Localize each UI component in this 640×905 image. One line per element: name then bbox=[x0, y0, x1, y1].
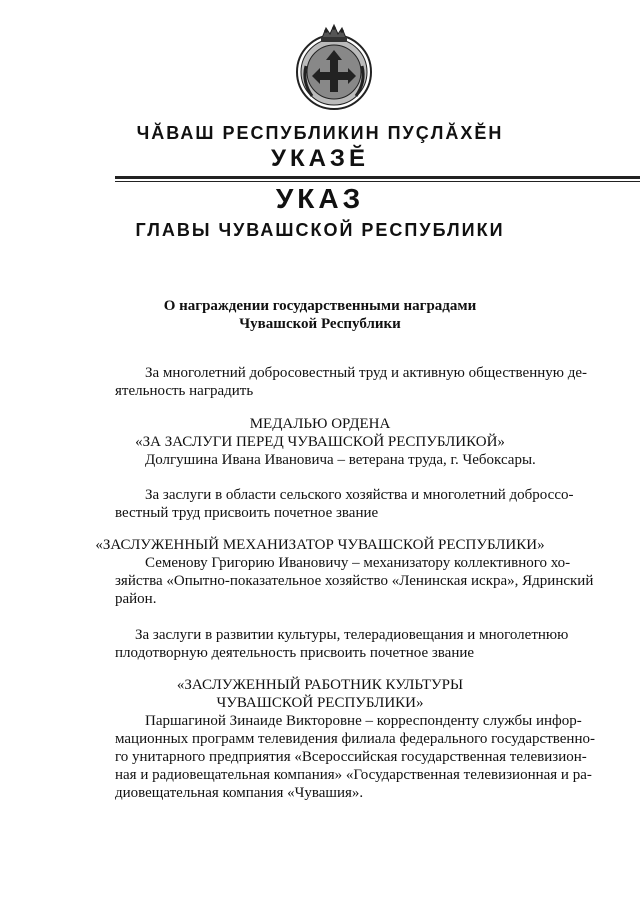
award3-title-2: ЧУВАШСКОЙ РЕСПУБЛИКИ» bbox=[216, 695, 424, 711]
award3-title-1: «ЗАСЛУЖЕННЫЙ РАБОТНИК КУЛЬТУРЫ bbox=[176, 677, 464, 693]
chuvash-ukaz-word: УКАЗĔ bbox=[271, 145, 369, 172]
award2-title: «ЗАСЛУЖЕННЫЙ МЕХАНИЗАТОР ЧУВАШСКОЙ РЕСПУБЛИКИ» bbox=[95, 537, 545, 553]
intro2-line-2: вестный труд присвоить почетное звание bbox=[115, 505, 379, 521]
chuvash-title: ЧĂВАШ РЕСПУБЛИКИН ПУÇЛĂХĔН bbox=[136, 123, 504, 143]
subject-line-1: О награждении государственными наградами bbox=[163, 298, 477, 314]
award2-recipient-line-3: район. bbox=[115, 591, 157, 607]
subject-line-2: Чувашской Республики bbox=[239, 316, 401, 332]
intro1-line-1: За многолетний добросовестный труд и активную общественную де- bbox=[145, 365, 587, 381]
header-rule-top bbox=[115, 176, 640, 179]
header-rule-bottom bbox=[115, 181, 640, 182]
award3-recipient-line-2: мационных программ телевидения филиала федерального государственно- bbox=[115, 731, 595, 747]
award2-recipient-line-1: Семенову Григорию Ивановичу – механизатору коллективного хо- bbox=[145, 555, 571, 571]
award1-title-2: «ЗА ЗАСЛУГИ ПЕРЕД ЧУВАШСКОЙ РЕСПУБЛИКОЙ» bbox=[135, 434, 505, 450]
russian-ukaz-word: УКАЗ bbox=[275, 183, 365, 214]
intro2-line-1: За заслуги в области сельского хозяйства и многолетний доброссо- bbox=[145, 487, 574, 503]
intro3-line-1: За заслуги в развитии культуры, телерадиовещания и многолетнюю bbox=[135, 627, 569, 643]
chuvash-emblem-icon bbox=[292, 22, 376, 112]
intro3-line-2: плодотворную деятельность присвоить почетное звание bbox=[115, 645, 475, 661]
award3-recipient-line-5: диовещательная компания «Чувашия». bbox=[115, 785, 364, 801]
award1-recipient: Долгушина Ивана Ивановича – ветерана труда, г. Чебоксары. bbox=[145, 452, 536, 468]
award3-recipient-line-3: го унитарного предприятия «Всероссийская государственная телевизион- bbox=[115, 749, 587, 765]
award3-recipient-line-1: Паршагиной Зинаиде Викторовне – корреспонденту службы инфор- bbox=[145, 713, 582, 729]
russian-title: ГЛАВЫ ЧУВАШСКОЙ РЕСПУБЛИКИ bbox=[135, 220, 505, 240]
award1-title-1: МЕДАЛЬЮ ОРДЕНА bbox=[249, 416, 391, 432]
award2-recipient-line-2: зяйства «Опытно-показательное хозяйство «Ленинская искра», Ядринский bbox=[115, 573, 594, 589]
intro1-line-2: ятельность наградить bbox=[115, 383, 254, 399]
award3-recipient-line-4: ная и радиовещательная компания» «Государственная телевизионная и ра- bbox=[115, 767, 592, 783]
